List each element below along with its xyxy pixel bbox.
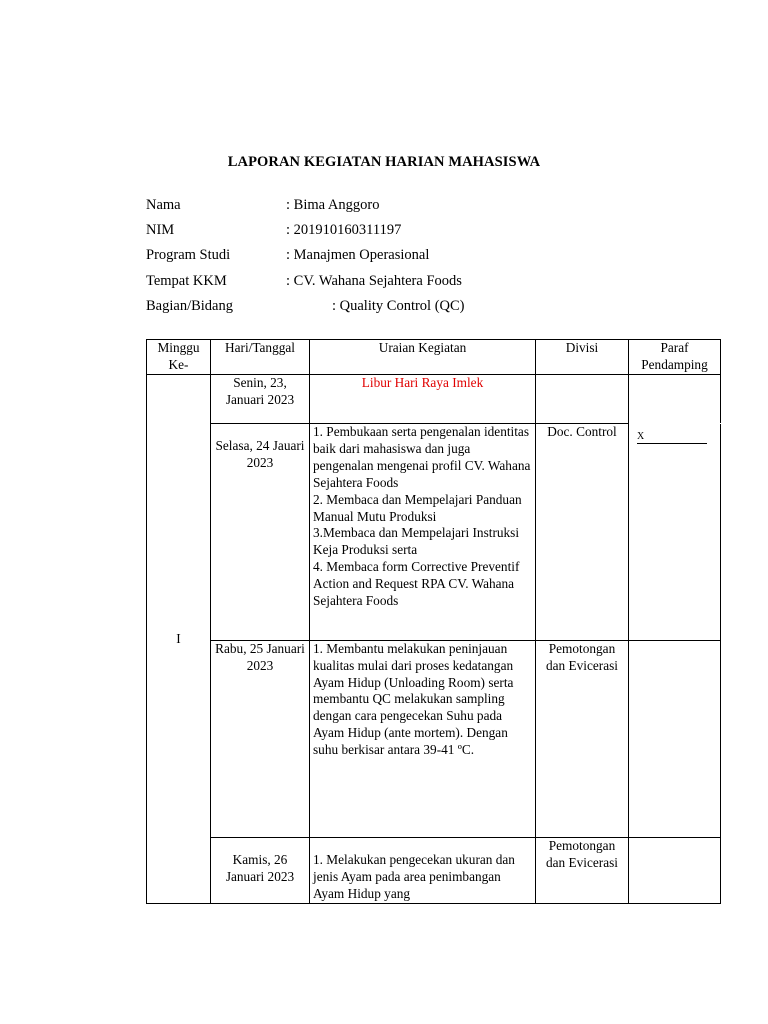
- division-cell: [536, 375, 629, 424]
- info-value: : CV. Wahana Sejahtera Foods: [286, 273, 462, 289]
- date-cell: Kamis, 26 Januari 2023: [211, 838, 310, 904]
- activity-cell: Libur Hari Raya Imlek: [310, 375, 536, 424]
- date-cell: Senin, 23, Januari 2023: [211, 375, 310, 424]
- table-row: [147, 838, 721, 904]
- date-cell: Selasa, 24 Jauari 2023: [211, 424, 310, 641]
- division-cell: Pemotongan dan Evicerasi: [536, 838, 629, 904]
- week-cell: I: [147, 375, 211, 904]
- info-label: Program Studi: [146, 247, 231, 263]
- activity-cell: 1. Membantu melakukan peninjauan kualitas mulai dari proses kedatangan Ayam Hidup (Unloading Room) serta membantu QC melakukan sampling dengan cara pengecekan Suhu pada Ayam Hidup (ante mortem). Dengan suhu berkisar antara 39-41 ºC.: [310, 641, 536, 838]
- info-label: NIM: [146, 222, 175, 238]
- header-uraian: Uraian Kegiatan: [310, 340, 536, 375]
- paraf-cell: [629, 375, 721, 641]
- table-row: [147, 375, 721, 424]
- division-cell: Pemotongan dan Evicerasi: [536, 641, 629, 838]
- header-hari-tanggal: Hari/Tanggal: [211, 340, 310, 375]
- table-row: [147, 641, 721, 838]
- activity-table: [146, 339, 721, 904]
- header-paraf: Paraf Pendamping: [629, 340, 721, 375]
- paraf-cell: [629, 838, 721, 904]
- info-value: : Quality Control (QC): [332, 298, 465, 314]
- header-minggu: Minggu Ke-: [147, 340, 211, 375]
- paraf-cell: [629, 641, 721, 838]
- division-cell: Doc. Control: [536, 424, 629, 641]
- info-value: : 201910160311197: [286, 222, 402, 238]
- paraf-mark: X: [637, 431, 645, 442]
- info-label: Nama: [146, 197, 181, 213]
- activity-cell: 1. Melakukan pengecekan ukuran dan jenis Ayam pada area penimbangan Ayam Hidup yang: [310, 838, 536, 904]
- info-label: Bagian/Bidang: [146, 298, 233, 314]
- info-value: : Bima Anggoro: [286, 197, 380, 213]
- paraf-signature-line: [637, 431, 707, 444]
- activity-cell: 1. Pembukaan serta pengenalan identitas baik dari mahasiswa dan juga pengenalan mengenai profil CV. Wahana Sejahtera Foods 2. Membaca dan Mempelajari Panduan Manual Mutu Produksi 3.Membaca dan Mempelajari Instruksi Keja Produksi serta 4. Membaca form Corrective Preventif Action and Request RPA CV. Wahana Sejahtera Foods: [310, 424, 536, 641]
- date-cell: Rabu, 25 Januari 2023: [211, 641, 310, 838]
- paraf-gap: [629, 423, 721, 424]
- header-divisi: Divisi: [536, 340, 629, 375]
- document-title: LAPORAN KEGIATAN HARIAN MAHASISWA: [227, 154, 541, 170]
- info-value: : Manajmen Operasional: [286, 247, 430, 263]
- table-header-row: [147, 340, 721, 375]
- info-label: Tempat KKM: [146, 273, 227, 289]
